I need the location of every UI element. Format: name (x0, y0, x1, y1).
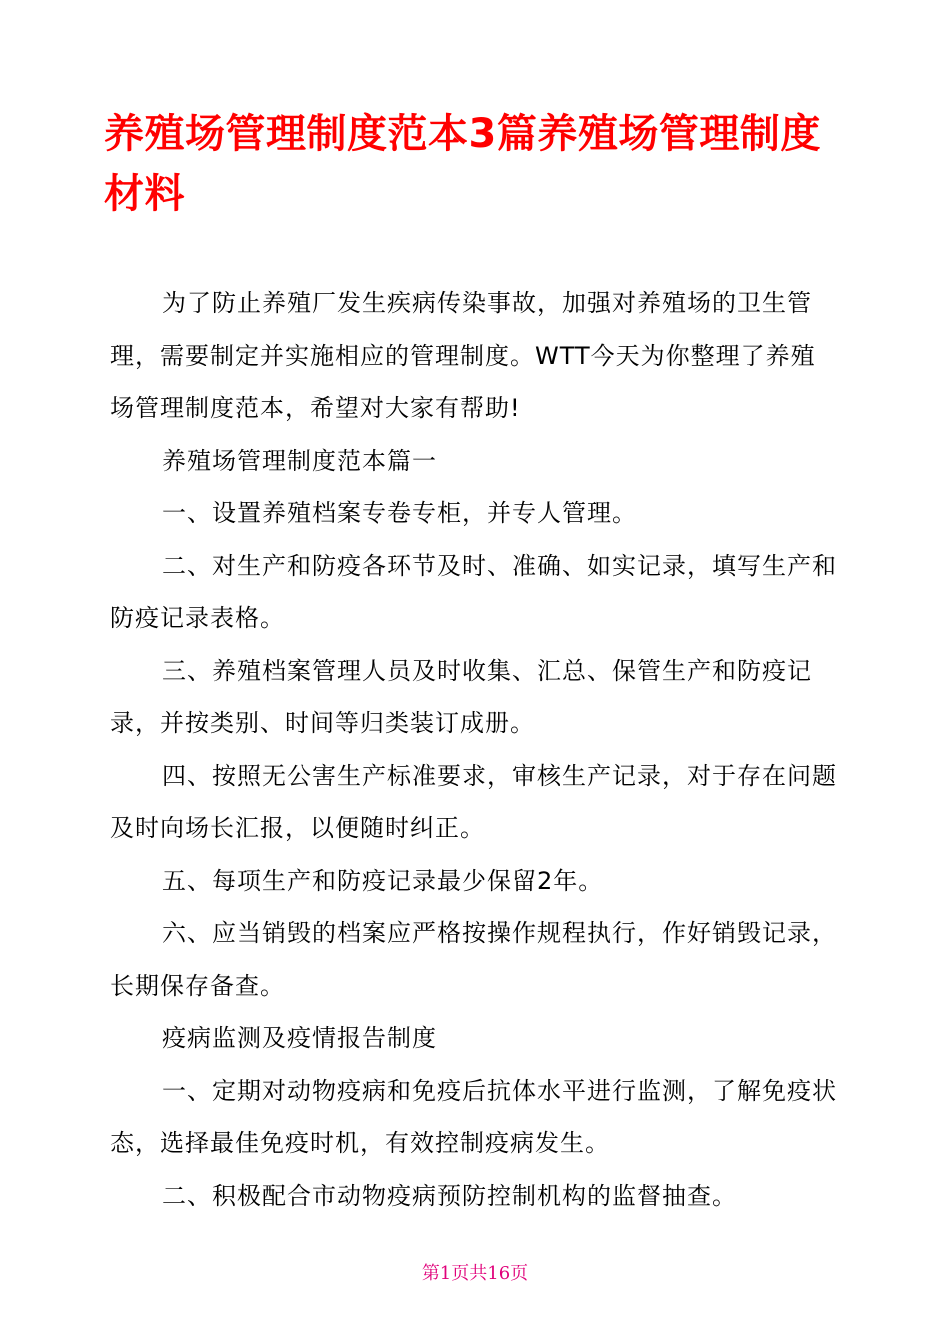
list-item: 二、对生产和防疫各环节及时、准确、如实记录，填写生产和防疫记录表格。 (110, 551, 837, 632)
list-item: 一、定期对动物疫病和免疫后抗体水平进行监测，了解免疫状态，选择最佳免疫时机，有效控制疫病发生。 (110, 1076, 837, 1157)
document-body (110, 277, 840, 1222)
list-item: 六、应当销毁的档案应严格按操作规程执行，作好销毁记录，长期保存备查。 (110, 919, 837, 1000)
section-heading-template-1: 养殖场管理制度范本篇一 (162, 446, 437, 475)
list-item: 四、按照无公害生产标准要求，审核生产记录，对于存在问题及时向场长汇报，以便随时纠正。 (110, 761, 837, 842)
document-title: 养殖场管理制度范本3篇养殖场管理制度材料 (104, 111, 821, 217)
paragraph-intro: 为了防止养殖厂发生疾病传染事故，加强对养殖场的卫生管理，需要制定并实施相应的管理制度。WTT今天为你整理了养殖场管理制度范本，希望对大家有帮助! (110, 289, 816, 422)
list-item: 五、每项生产和防疫记录最少保留2年。 (162, 866, 604, 895)
list-item: 二、积极配合市动物疫病预防控制机构的监督抽查。 (162, 1181, 737, 1210)
page-number-footer: 第1页共16页 (421, 1263, 529, 1284)
list-item: 三、养殖档案管理人员及时收集、汇总、保管生产和防疫记录，并按类别、时间等归类装订成册。 (110, 656, 812, 737)
section-heading-disease-monitoring: 疫病监测及疫情报告制度 (162, 1024, 437, 1052)
list-item: 一、设置养殖档案专卷专柜，并专人管理。 (162, 499, 637, 527)
